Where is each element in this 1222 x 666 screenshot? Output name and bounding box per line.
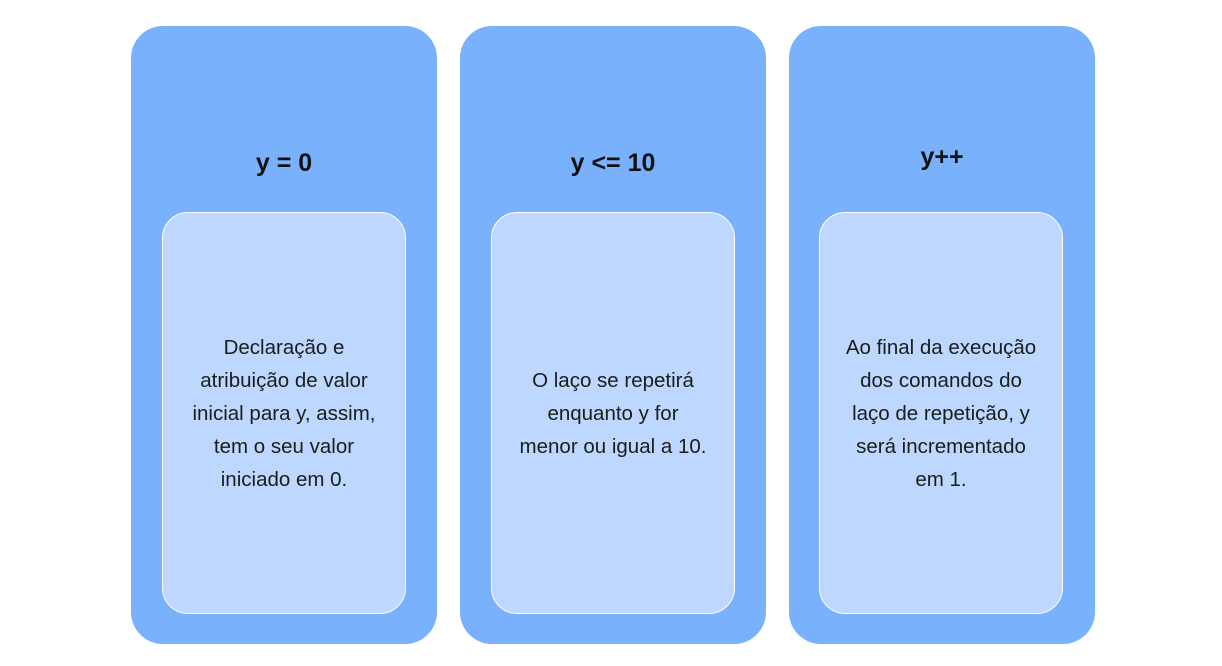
- card-title: y <= 10: [570, 149, 656, 177]
- description-box: [491, 212, 735, 614]
- description-line: tem o seu valor: [213, 434, 355, 458]
- card-title: y++: [920, 143, 964, 171]
- description-line: atribuição de valor: [200, 368, 368, 392]
- description-box: [819, 212, 1063, 614]
- description-line: será incrementado: [856, 434, 1026, 458]
- card-title: y = 0: [255, 149, 313, 177]
- description-line: iniciado em 0.: [220, 467, 348, 491]
- card-condition: [460, 26, 766, 644]
- description-text: [520, 364, 707, 463]
- description-line: laço de repetição, y: [852, 401, 1030, 425]
- description-text: [846, 331, 1036, 496]
- description-line: enquanto y for: [547, 401, 679, 425]
- description-box: [162, 212, 406, 614]
- description-line: O laço se repetirá: [532, 368, 694, 392]
- card-initialization: [131, 26, 437, 644]
- description-line: Ao final da execução: [845, 335, 1037, 359]
- description-line: inicial para y, assim,: [192, 401, 376, 425]
- card-increment: [789, 26, 1095, 644]
- description-line: dos comandos do: [860, 368, 1022, 392]
- description-line: Declaração e: [223, 335, 345, 359]
- description-text: [192, 331, 375, 496]
- description-line: menor ou igual a 10.: [519, 434, 707, 458]
- description-line: em 1.: [915, 467, 967, 491]
